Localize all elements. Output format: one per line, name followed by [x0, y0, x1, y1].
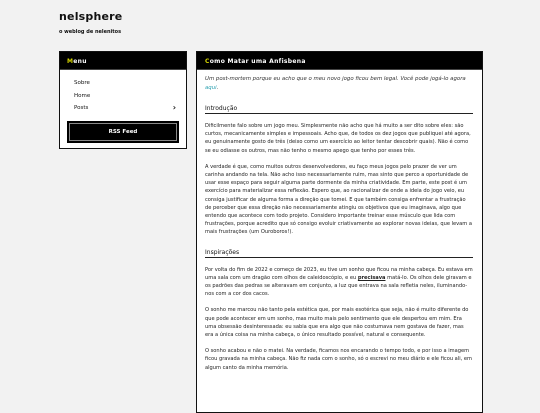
- post-intro-end: .: [216, 85, 219, 91]
- chevron-right-icon: ›: [172, 103, 176, 113]
- menu-header-label: enu: [73, 58, 87, 65]
- post-title: omo Matar uma Anfisbena: [209, 58, 306, 65]
- post-intro: [205, 75, 473, 93]
- post-header: [197, 52, 482, 70]
- rss-feed-button[interactable]: RSS Feed: [67, 121, 179, 143]
- site-title[interactable]: nelsphere: [59, 10, 123, 23]
- post-article: [196, 51, 483, 413]
- paragraph-text: matá-lo. Os olhos dele giravam e os padrões das pedras se alteravam em conjunto, a luz que entrava na sala refletia neles, iluminando-nos com a cor dos cacos.: [205, 274, 472, 298]
- paragraph: O sonho me marcou não tanto pela estética que, por mais esotérica que seja, não é muito diferente do que pode acontecer em um sonho, mas muito mais pelo sentimento que ele despertou em mim. Era uma obsessão desinteressada: eu sabia que era algo que não costumava nem gostava de fazer, mas era a única coisa na minha cabeça, o único resultado possível, natural e consequente.: [205, 307, 469, 339]
- menu-item-label: Posts: [74, 105, 89, 111]
- paragraph: A verdade é que, como muitos outros desenvolvedores, eu faço meus jogos pelo prazer de ver um carinha andando na tela. Não acho isso necessariamente ruim, mas sinto que perco a oportunidade de usar esse espaço para seguir alguma parte dormente da minha criatividade. Em parte, este post é um exercício para materializar essa reflexão. Espero que, ao racionalizar de onde a ideia do jogo veio, eu consiga justificar de alguma forma a direção que tomei. E que também consiga enfrentar a frustração de perceber que essa direção não necessariamente atingiu os objetivos que eu imaginava, algo que entendo que acontece com todo projeto. Considero importante treinar esse músculo que lida com frustrações, porque acredito que só consigo evoluir criativamente ao explorar novas ideias, que levam a mais frustrações (um Ouroboros!).: [205, 163, 472, 236]
- section-title-introducao: Introdução: [205, 105, 473, 114]
- paragraph: O sonho acabou e não o matei. Na verdade, ficamos nos encarando o tempo todo, e por isso a imagem ficou gravada na minha cabeça. Não fiz nada com o sonho, só o escrevi no meu diário e ele ficou ali, em algum canto da minha memória.: [205, 348, 472, 371]
- menu-header-initial: M: [67, 58, 74, 65]
- site-tagline: o weblog de nelenitos: [59, 29, 122, 35]
- emphasis-text: precisava: [357, 274, 386, 281]
- play-game-link[interactable]: aqui: [205, 85, 217, 91]
- menu-item-label: Home: [74, 92, 91, 99]
- post-title-initial: C: [205, 58, 210, 65]
- menu-item-label: Sobre: [74, 80, 90, 86]
- menu-header: [60, 52, 186, 70]
- paragraph-text: Por volta do fim de 2022 e começo de 2023, eu tive um sonho que ficou na minha cabeça. Eu estava em uma sala com um dragão com olhos de caleidoscópio, e eu: [205, 266, 473, 281]
- menu-item-home[interactable]: [60, 90, 186, 103]
- section-title-inspiracoes: Inspirações: [205, 249, 473, 258]
- menu-item-posts[interactable]: [60, 102, 186, 115]
- paragraph: [205, 266, 473, 299]
- sidebar-menu: [59, 51, 187, 149]
- menu-item-sobre[interactable]: [60, 77, 186, 90]
- menu-list: [60, 77, 186, 115]
- paragraph: Dificilmente falo sobre um jogo meu. Simplesmente não acho que há muito a ser dito sobre eles: são curtos, mecanicamente simples e impessoais. Acho que, de todos os dez jogos que publiquei até agora, eu genuinamente gosto de três (deixo como um exercício ao leitor tentar descobrir quais). Não é como se eu odiasse os outros, mas não tenho o mesmo apego que tenho por esses três.: [205, 123, 471, 154]
- post-intro-text: Um post-mortem porque eu acho que o meu novo jogo ficou bem legal. Você pode jogá-lo agora: [205, 76, 466, 82]
